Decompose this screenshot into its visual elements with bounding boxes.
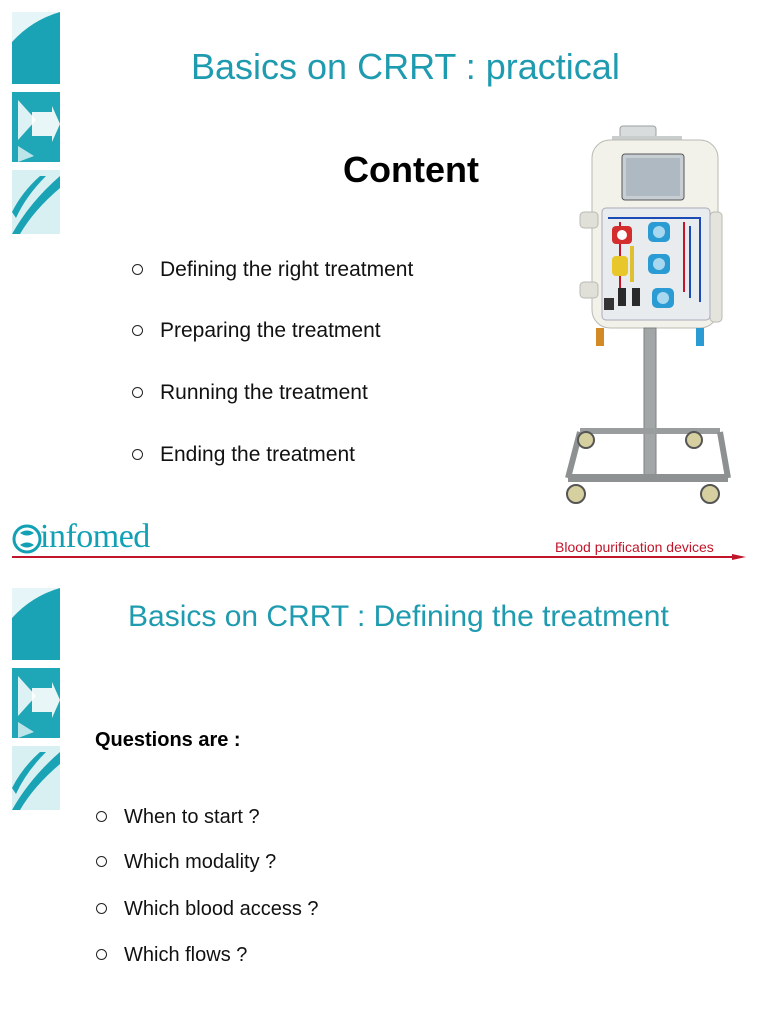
slide-defining-treatment — [0, 572, 768, 1024]
list-item-label: Running the treatment — [160, 381, 368, 404]
list-item-label: Which modality ? — [124, 851, 277, 873]
infomed-logo-text: infomed — [40, 518, 150, 555]
bullet-circle-icon — [96, 856, 107, 867]
arrow-right-icon — [732, 552, 746, 562]
bullet-circle-icon — [96, 949, 107, 960]
list-item-label: Which blood access ? — [124, 898, 319, 920]
red-divider-line — [12, 556, 740, 558]
bullet-circle-icon — [132, 387, 143, 398]
bullet-circle-icon — [132, 264, 143, 275]
decorative-arrow-banner-icon — [12, 588, 62, 810]
infomed-logo-icon — [12, 524, 42, 554]
tagline: Blood purification devices — [555, 539, 714, 555]
list-item-label: When to start ? — [124, 806, 260, 828]
slide-title: Basics on CRRT : practical — [191, 46, 620, 87]
crrt-machine-illustration-icon — [560, 122, 740, 514]
list-item-label: Preparing the treatment — [160, 319, 381, 342]
list-item-label: Ending the treatment — [160, 443, 355, 466]
list-item-label: Defining the right treatment — [160, 258, 414, 281]
bullet-circle-icon — [96, 811, 107, 822]
list-item-label: Which flows ? — [124, 944, 248, 966]
section-heading: Content — [343, 149, 479, 190]
bullet-circle-icon — [132, 449, 143, 460]
bullet-circle-icon — [132, 325, 143, 336]
bullet-circle-icon — [96, 903, 107, 914]
slide-title: Basics on CRRT : Defining the treatment — [128, 600, 669, 633]
decorative-arrow-banner-icon — [12, 12, 62, 234]
footer-logo-row — [0, 516, 768, 566]
section-heading: Questions are : — [95, 729, 241, 751]
